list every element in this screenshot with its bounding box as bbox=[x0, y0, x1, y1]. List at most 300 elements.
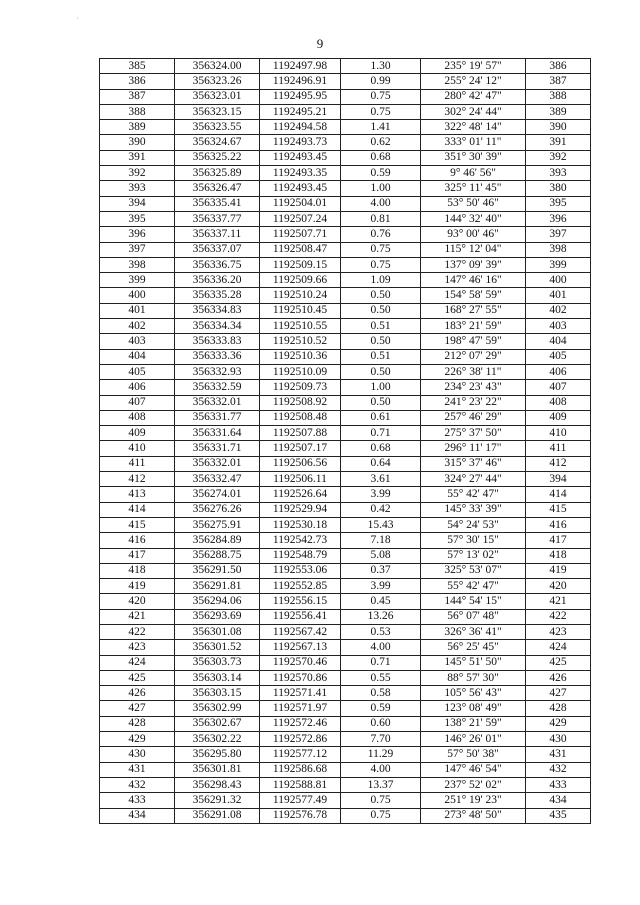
next-point-cell: 396 bbox=[526, 211, 591, 226]
table-row bbox=[100, 59, 591, 74]
table-row bbox=[100, 426, 591, 441]
x-coordinate-cell: 356302.67 bbox=[175, 716, 260, 731]
next-point-cell: 435 bbox=[526, 808, 591, 823]
x-coordinate-cell: 356295.80 bbox=[175, 747, 260, 762]
y-coordinate-cell: 1192493.35 bbox=[260, 166, 341, 181]
point-number-cell: 426 bbox=[100, 686, 175, 701]
distance-cell: 0.50 bbox=[341, 334, 421, 349]
next-point-cell: 417 bbox=[526, 533, 591, 548]
distance-cell: 0.71 bbox=[341, 655, 421, 670]
next-point-cell: 387 bbox=[526, 74, 591, 89]
next-point-cell: 427 bbox=[526, 686, 591, 701]
table-row bbox=[100, 211, 591, 226]
point-number-cell: 414 bbox=[100, 502, 175, 517]
table-row bbox=[100, 303, 591, 318]
x-coordinate-cell: 356301.81 bbox=[175, 762, 260, 777]
distance-cell: 0.50 bbox=[341, 395, 421, 410]
table-row bbox=[100, 395, 591, 410]
x-coordinate-cell: 356302.22 bbox=[175, 732, 260, 747]
next-point-cell: 404 bbox=[526, 334, 591, 349]
y-coordinate-cell: 1192504.01 bbox=[260, 196, 341, 211]
direction-angle-cell: 137° 09' 39" bbox=[421, 257, 526, 272]
point-number-cell: 415 bbox=[100, 517, 175, 532]
table-row bbox=[100, 701, 591, 716]
direction-angle-cell: 351° 30' 39" bbox=[421, 150, 526, 165]
x-coordinate-cell: 356291.32 bbox=[175, 793, 260, 808]
x-coordinate-cell: 356326.47 bbox=[175, 181, 260, 196]
table-row bbox=[100, 242, 591, 257]
distance-cell: 0.64 bbox=[341, 456, 421, 471]
direction-angle-cell: 325° 11' 45" bbox=[421, 181, 526, 196]
next-point-cell: 414 bbox=[526, 487, 591, 502]
point-number-cell: 386 bbox=[100, 74, 175, 89]
direction-angle-cell: 183° 21' 59" bbox=[421, 319, 526, 334]
next-point-cell: 430 bbox=[526, 732, 591, 747]
point-number-cell: 398 bbox=[100, 257, 175, 272]
table-row bbox=[100, 120, 591, 135]
next-point-cell: 388 bbox=[526, 89, 591, 104]
direction-angle-cell: 235° 19' 57" bbox=[421, 59, 526, 74]
point-number-cell: 416 bbox=[100, 533, 175, 548]
point-number-cell: 399 bbox=[100, 273, 175, 288]
y-coordinate-cell: 1192506.56 bbox=[260, 456, 341, 471]
x-coordinate-cell: 356333.83 bbox=[175, 334, 260, 349]
direction-angle-cell: 280° 42' 47" bbox=[421, 89, 526, 104]
y-coordinate-cell: 1192576.78 bbox=[260, 808, 341, 823]
distance-cell: 0.75 bbox=[341, 793, 421, 808]
point-number-cell: 408 bbox=[100, 410, 175, 425]
x-coordinate-cell: 356336.75 bbox=[175, 257, 260, 272]
direction-angle-cell: 88° 57' 30" bbox=[421, 670, 526, 685]
next-point-cell: 434 bbox=[526, 793, 591, 808]
distance-cell: 0.76 bbox=[341, 227, 421, 242]
table-row bbox=[100, 288, 591, 303]
distance-cell: 4.00 bbox=[341, 196, 421, 211]
next-point-cell: 399 bbox=[526, 257, 591, 272]
x-coordinate-cell: 356332.93 bbox=[175, 364, 260, 379]
x-coordinate-cell: 356331.64 bbox=[175, 426, 260, 441]
next-point-cell: 397 bbox=[526, 227, 591, 242]
y-coordinate-cell: 1192493.73 bbox=[260, 135, 341, 150]
x-coordinate-cell: 356337.11 bbox=[175, 227, 260, 242]
y-coordinate-cell: 1192507.88 bbox=[260, 426, 341, 441]
table-row bbox=[100, 89, 591, 104]
next-point-cell: 389 bbox=[526, 104, 591, 119]
point-number-cell: 427 bbox=[100, 701, 175, 716]
next-point-cell: 408 bbox=[526, 395, 591, 410]
x-coordinate-cell: 356294.06 bbox=[175, 594, 260, 609]
y-coordinate-cell: 1192556.15 bbox=[260, 594, 341, 609]
y-coordinate-cell: 1192577.12 bbox=[260, 747, 341, 762]
next-point-cell: 428 bbox=[526, 701, 591, 716]
distance-cell: 4.00 bbox=[341, 762, 421, 777]
point-number-cell: 413 bbox=[100, 487, 175, 502]
distance-cell: 5.08 bbox=[341, 548, 421, 563]
point-number-cell: 422 bbox=[100, 624, 175, 639]
distance-cell: 0.75 bbox=[341, 242, 421, 257]
x-coordinate-cell: 356301.52 bbox=[175, 640, 260, 655]
x-coordinate-cell: 356323.55 bbox=[175, 120, 260, 135]
direction-angle-cell: 237° 52' 02" bbox=[421, 777, 526, 792]
distance-cell: 0.75 bbox=[341, 808, 421, 823]
direction-angle-cell: 296° 11' 17" bbox=[421, 441, 526, 456]
distance-cell: 13.26 bbox=[341, 609, 421, 624]
y-coordinate-cell: 1192553.06 bbox=[260, 563, 341, 578]
x-coordinate-cell: 356331.71 bbox=[175, 441, 260, 456]
direction-angle-cell: 146° 26' 01" bbox=[421, 732, 526, 747]
direction-angle-cell: 275° 37' 50" bbox=[421, 426, 526, 441]
next-point-cell: 395 bbox=[526, 196, 591, 211]
point-number-cell: 419 bbox=[100, 579, 175, 594]
direction-angle-cell: 145° 51' 50" bbox=[421, 655, 526, 670]
table-row bbox=[100, 380, 591, 395]
x-coordinate-cell: 356324.00 bbox=[175, 59, 260, 74]
x-coordinate-cell: 356301.08 bbox=[175, 624, 260, 639]
y-coordinate-cell: 1192495.95 bbox=[260, 89, 341, 104]
table-row bbox=[100, 579, 591, 594]
direction-angle-cell: 198° 47' 59" bbox=[421, 334, 526, 349]
direction-angle-cell: 315° 37' 46" bbox=[421, 456, 526, 471]
direction-angle-cell: 9° 46' 56" bbox=[421, 166, 526, 181]
point-number-cell: 407 bbox=[100, 395, 175, 410]
point-number-cell: 417 bbox=[100, 548, 175, 563]
direction-angle-cell: 123° 08' 49" bbox=[421, 701, 526, 716]
direction-angle-cell: 147° 46' 54" bbox=[421, 762, 526, 777]
point-number-cell: 410 bbox=[100, 441, 175, 456]
x-coordinate-cell: 356332.59 bbox=[175, 380, 260, 395]
direction-angle-cell: 212° 07' 29" bbox=[421, 349, 526, 364]
next-point-cell: 394 bbox=[526, 472, 591, 487]
direction-angle-cell: 302° 24' 44" bbox=[421, 104, 526, 119]
table-row bbox=[100, 655, 591, 670]
x-coordinate-cell: 356291.08 bbox=[175, 808, 260, 823]
x-coordinate-cell: 356335.28 bbox=[175, 288, 260, 303]
y-coordinate-cell: 1192570.86 bbox=[260, 670, 341, 685]
distance-cell: 0.75 bbox=[341, 257, 421, 272]
next-point-cell: 429 bbox=[526, 716, 591, 731]
point-number-cell: 432 bbox=[100, 777, 175, 792]
next-point-cell: 426 bbox=[526, 670, 591, 685]
table-row bbox=[100, 441, 591, 456]
direction-angle-cell: 325° 53' 07" bbox=[421, 563, 526, 578]
next-point-cell: 411 bbox=[526, 441, 591, 456]
x-coordinate-cell: 356337.77 bbox=[175, 211, 260, 226]
table-row bbox=[100, 686, 591, 701]
x-coordinate-cell: 356303.73 bbox=[175, 655, 260, 670]
x-coordinate-cell: 356276.26 bbox=[175, 502, 260, 517]
next-point-cell: 433 bbox=[526, 777, 591, 792]
point-number-cell: 412 bbox=[100, 472, 175, 487]
point-number-cell: 392 bbox=[100, 166, 175, 181]
y-coordinate-cell: 1192571.97 bbox=[260, 701, 341, 716]
y-coordinate-cell: 1192556.41 bbox=[260, 609, 341, 624]
direction-angle-cell: 154° 58' 59" bbox=[421, 288, 526, 303]
table-body bbox=[100, 59, 591, 824]
y-coordinate-cell: 1192586.68 bbox=[260, 762, 341, 777]
distance-cell: 0.68 bbox=[341, 150, 421, 165]
y-coordinate-cell: 1192493.45 bbox=[260, 181, 341, 196]
y-coordinate-cell: 1192529.94 bbox=[260, 502, 341, 517]
point-number-cell: 424 bbox=[100, 655, 175, 670]
y-coordinate-cell: 1192572.46 bbox=[260, 716, 341, 731]
point-number-cell: 433 bbox=[100, 793, 175, 808]
distance-cell: 0.60 bbox=[341, 716, 421, 731]
next-point-cell: 402 bbox=[526, 303, 591, 318]
distance-cell: 0.71 bbox=[341, 426, 421, 441]
distance-cell: 1.00 bbox=[341, 181, 421, 196]
next-point-cell: 418 bbox=[526, 548, 591, 563]
next-point-cell: 391 bbox=[526, 135, 591, 150]
distance-cell: 1.09 bbox=[341, 273, 421, 288]
y-coordinate-cell: 1192570.46 bbox=[260, 655, 341, 670]
table-row bbox=[100, 257, 591, 272]
point-number-cell: 387 bbox=[100, 89, 175, 104]
direction-angle-cell: 144° 54' 15" bbox=[421, 594, 526, 609]
direction-angle-cell: 326° 36' 41" bbox=[421, 624, 526, 639]
point-number-cell: 418 bbox=[100, 563, 175, 578]
direction-angle-cell: 55° 42' 47" bbox=[421, 487, 526, 502]
direction-angle-cell: 57° 30' 15" bbox=[421, 533, 526, 548]
point-number-cell: 395 bbox=[100, 211, 175, 226]
y-coordinate-cell: 1192567.42 bbox=[260, 624, 341, 639]
next-point-cell: 380 bbox=[526, 181, 591, 196]
point-number-cell: 409 bbox=[100, 426, 175, 441]
y-coordinate-cell: 1192508.92 bbox=[260, 395, 341, 410]
next-point-cell: 410 bbox=[526, 426, 591, 441]
x-coordinate-cell: 356291.50 bbox=[175, 563, 260, 578]
x-coordinate-cell: 356293.69 bbox=[175, 609, 260, 624]
direction-angle-cell: 145° 33' 39" bbox=[421, 502, 526, 517]
point-number-cell: 423 bbox=[100, 640, 175, 655]
next-point-cell: 415 bbox=[526, 502, 591, 517]
direction-angle-cell: 115° 12' 04" bbox=[421, 242, 526, 257]
x-coordinate-cell: 356334.83 bbox=[175, 303, 260, 318]
table-row bbox=[100, 594, 591, 609]
point-number-cell: 389 bbox=[100, 120, 175, 135]
next-point-cell: 400 bbox=[526, 273, 591, 288]
direction-angle-cell: 56° 25' 45" bbox=[421, 640, 526, 655]
point-number-cell: 385 bbox=[100, 59, 175, 74]
table-row bbox=[100, 793, 591, 808]
next-point-cell: 407 bbox=[526, 380, 591, 395]
point-number-cell: 431 bbox=[100, 762, 175, 777]
table-row bbox=[100, 563, 591, 578]
page-number: 9 bbox=[316, 36, 324, 51]
point-number-cell: 421 bbox=[100, 609, 175, 624]
next-point-cell: 403 bbox=[526, 319, 591, 334]
x-coordinate-cell: 356291.81 bbox=[175, 579, 260, 594]
distance-cell: 0.55 bbox=[341, 670, 421, 685]
y-coordinate-cell: 1192509.15 bbox=[260, 257, 341, 272]
y-coordinate-cell: 1192495.21 bbox=[260, 104, 341, 119]
next-point-cell: 420 bbox=[526, 579, 591, 594]
distance-cell: 0.53 bbox=[341, 624, 421, 639]
direction-angle-cell: 241° 23' 22" bbox=[421, 395, 526, 410]
direction-angle-cell: 322° 48' 14" bbox=[421, 120, 526, 135]
x-coordinate-cell: 356333.36 bbox=[175, 349, 260, 364]
point-number-cell: 396 bbox=[100, 227, 175, 242]
x-coordinate-cell: 356323.01 bbox=[175, 89, 260, 104]
next-point-cell: 423 bbox=[526, 624, 591, 639]
y-coordinate-cell: 1192572.86 bbox=[260, 732, 341, 747]
distance-cell: 0.59 bbox=[341, 166, 421, 181]
distance-cell: 0.45 bbox=[341, 594, 421, 609]
distance-cell: 0.81 bbox=[341, 211, 421, 226]
table-row bbox=[100, 150, 591, 165]
table-row bbox=[100, 609, 591, 624]
table-row bbox=[100, 104, 591, 119]
table-row bbox=[100, 533, 591, 548]
x-coordinate-cell: 356303.14 bbox=[175, 670, 260, 685]
next-point-cell: 406 bbox=[526, 364, 591, 379]
direction-angle-cell: 234° 23' 43" bbox=[421, 380, 526, 395]
x-coordinate-cell: 356284.89 bbox=[175, 533, 260, 548]
y-coordinate-cell: 1192510.09 bbox=[260, 364, 341, 379]
y-coordinate-cell: 1192510.45 bbox=[260, 303, 341, 318]
next-point-cell: 409 bbox=[526, 410, 591, 425]
y-coordinate-cell: 1192510.24 bbox=[260, 288, 341, 303]
table-row bbox=[100, 624, 591, 639]
next-point-cell: 425 bbox=[526, 655, 591, 670]
distance-cell: 0.99 bbox=[341, 74, 421, 89]
table-row bbox=[100, 472, 591, 487]
y-coordinate-cell: 1192507.17 bbox=[260, 441, 341, 456]
table-row bbox=[100, 273, 591, 288]
y-coordinate-cell: 1192526.64 bbox=[260, 487, 341, 502]
distance-cell: 13.37 bbox=[341, 777, 421, 792]
y-coordinate-cell: 1192552.85 bbox=[260, 579, 341, 594]
distance-cell: 0.51 bbox=[341, 319, 421, 334]
y-coordinate-cell: 1192507.24 bbox=[260, 211, 341, 226]
y-coordinate-cell: 1192507.71 bbox=[260, 227, 341, 242]
table-row bbox=[100, 808, 591, 823]
next-point-cell: 421 bbox=[526, 594, 591, 609]
direction-angle-cell: 138° 21' 59" bbox=[421, 716, 526, 731]
distance-cell: 0.62 bbox=[341, 135, 421, 150]
x-coordinate-cell: 356332.01 bbox=[175, 395, 260, 410]
x-coordinate-cell: 356303.15 bbox=[175, 686, 260, 701]
distance-cell: 0.51 bbox=[341, 349, 421, 364]
next-point-cell: 422 bbox=[526, 609, 591, 624]
direction-angle-cell: 53° 50' 46" bbox=[421, 196, 526, 211]
x-coordinate-cell: 356324.67 bbox=[175, 135, 260, 150]
direction-angle-cell: 255° 24' 12" bbox=[421, 74, 526, 89]
y-coordinate-cell: 1192494.58 bbox=[260, 120, 341, 135]
distance-cell: 0.61 bbox=[341, 410, 421, 425]
point-number-cell: 391 bbox=[100, 150, 175, 165]
table-row bbox=[100, 196, 591, 211]
y-coordinate-cell: 1192493.45 bbox=[260, 150, 341, 165]
table-row bbox=[100, 456, 591, 471]
table-row bbox=[100, 732, 591, 747]
table-row bbox=[100, 227, 591, 242]
table-row bbox=[100, 334, 591, 349]
next-point-cell: 392 bbox=[526, 150, 591, 165]
next-point-cell: 393 bbox=[526, 166, 591, 181]
point-number-cell: 434 bbox=[100, 808, 175, 823]
table-row bbox=[100, 181, 591, 196]
distance-cell: 3.99 bbox=[341, 487, 421, 502]
next-point-cell: 424 bbox=[526, 640, 591, 655]
x-coordinate-cell: 356323.26 bbox=[175, 74, 260, 89]
distance-cell: 0.50 bbox=[341, 364, 421, 379]
point-number-cell: 430 bbox=[100, 747, 175, 762]
x-coordinate-cell: 356302.99 bbox=[175, 701, 260, 716]
table-row bbox=[100, 349, 591, 364]
distance-cell: 1.41 bbox=[341, 120, 421, 135]
point-number-cell: 397 bbox=[100, 242, 175, 257]
y-coordinate-cell: 1192508.47 bbox=[260, 242, 341, 257]
x-coordinate-cell: 356275.91 bbox=[175, 517, 260, 532]
distance-cell: 7.18 bbox=[341, 533, 421, 548]
point-number-cell: 404 bbox=[100, 349, 175, 364]
y-coordinate-cell: 1192588.81 bbox=[260, 777, 341, 792]
next-point-cell: 432 bbox=[526, 762, 591, 777]
distance-cell: 1.30 bbox=[341, 59, 421, 74]
table-row bbox=[100, 410, 591, 425]
y-coordinate-cell: 1192510.55 bbox=[260, 319, 341, 334]
direction-angle-cell: 57° 50' 38" bbox=[421, 747, 526, 762]
direction-angle-cell: 324° 27' 44" bbox=[421, 472, 526, 487]
table-row bbox=[100, 517, 591, 532]
distance-cell: 0.59 bbox=[341, 701, 421, 716]
direction-angle-cell: 54° 24' 53" bbox=[421, 517, 526, 532]
table-row bbox=[100, 548, 591, 563]
direction-angle-cell: 56° 07' 48" bbox=[421, 609, 526, 624]
direction-angle-cell: 105° 56' 43" bbox=[421, 686, 526, 701]
table-row bbox=[100, 747, 591, 762]
direction-angle-cell: 273° 48' 50" bbox=[421, 808, 526, 823]
distance-cell: 7.70 bbox=[341, 732, 421, 747]
point-number-cell: 406 bbox=[100, 380, 175, 395]
next-point-cell: 419 bbox=[526, 563, 591, 578]
table-row bbox=[100, 135, 591, 150]
distance-cell: 1.00 bbox=[341, 380, 421, 395]
point-number-cell: 390 bbox=[100, 135, 175, 150]
x-coordinate-cell: 356288.75 bbox=[175, 548, 260, 563]
y-coordinate-cell: 1192509.73 bbox=[260, 380, 341, 395]
distance-cell: 4.00 bbox=[341, 640, 421, 655]
y-coordinate-cell: 1192567.13 bbox=[260, 640, 341, 655]
point-number-cell: 388 bbox=[100, 104, 175, 119]
coordinates-table bbox=[99, 58, 591, 824]
direction-angle-cell: 226° 38' 11" bbox=[421, 364, 526, 379]
y-coordinate-cell: 1192497.98 bbox=[260, 59, 341, 74]
point-number-cell: 411 bbox=[100, 456, 175, 471]
next-point-cell: 390 bbox=[526, 120, 591, 135]
distance-cell: 0.75 bbox=[341, 104, 421, 119]
table-row bbox=[100, 166, 591, 181]
distance-cell: 3.99 bbox=[341, 579, 421, 594]
x-coordinate-cell: 356336.20 bbox=[175, 273, 260, 288]
y-coordinate-cell: 1192509.66 bbox=[260, 273, 341, 288]
distance-cell: 0.50 bbox=[341, 303, 421, 318]
table-row bbox=[100, 364, 591, 379]
point-number-cell: 403 bbox=[100, 334, 175, 349]
table-row bbox=[100, 487, 591, 502]
next-point-cell: 405 bbox=[526, 349, 591, 364]
point-number-cell: 405 bbox=[100, 364, 175, 379]
point-number-cell: 401 bbox=[100, 303, 175, 318]
direction-angle-cell: 55° 42' 47" bbox=[421, 579, 526, 594]
next-point-cell: 431 bbox=[526, 747, 591, 762]
direction-angle-cell: 168° 27' 55" bbox=[421, 303, 526, 318]
point-number-cell: 428 bbox=[100, 716, 175, 731]
table-row bbox=[100, 319, 591, 334]
table-row bbox=[100, 640, 591, 655]
distance-cell: 11.29 bbox=[341, 747, 421, 762]
point-number-cell: 393 bbox=[100, 181, 175, 196]
